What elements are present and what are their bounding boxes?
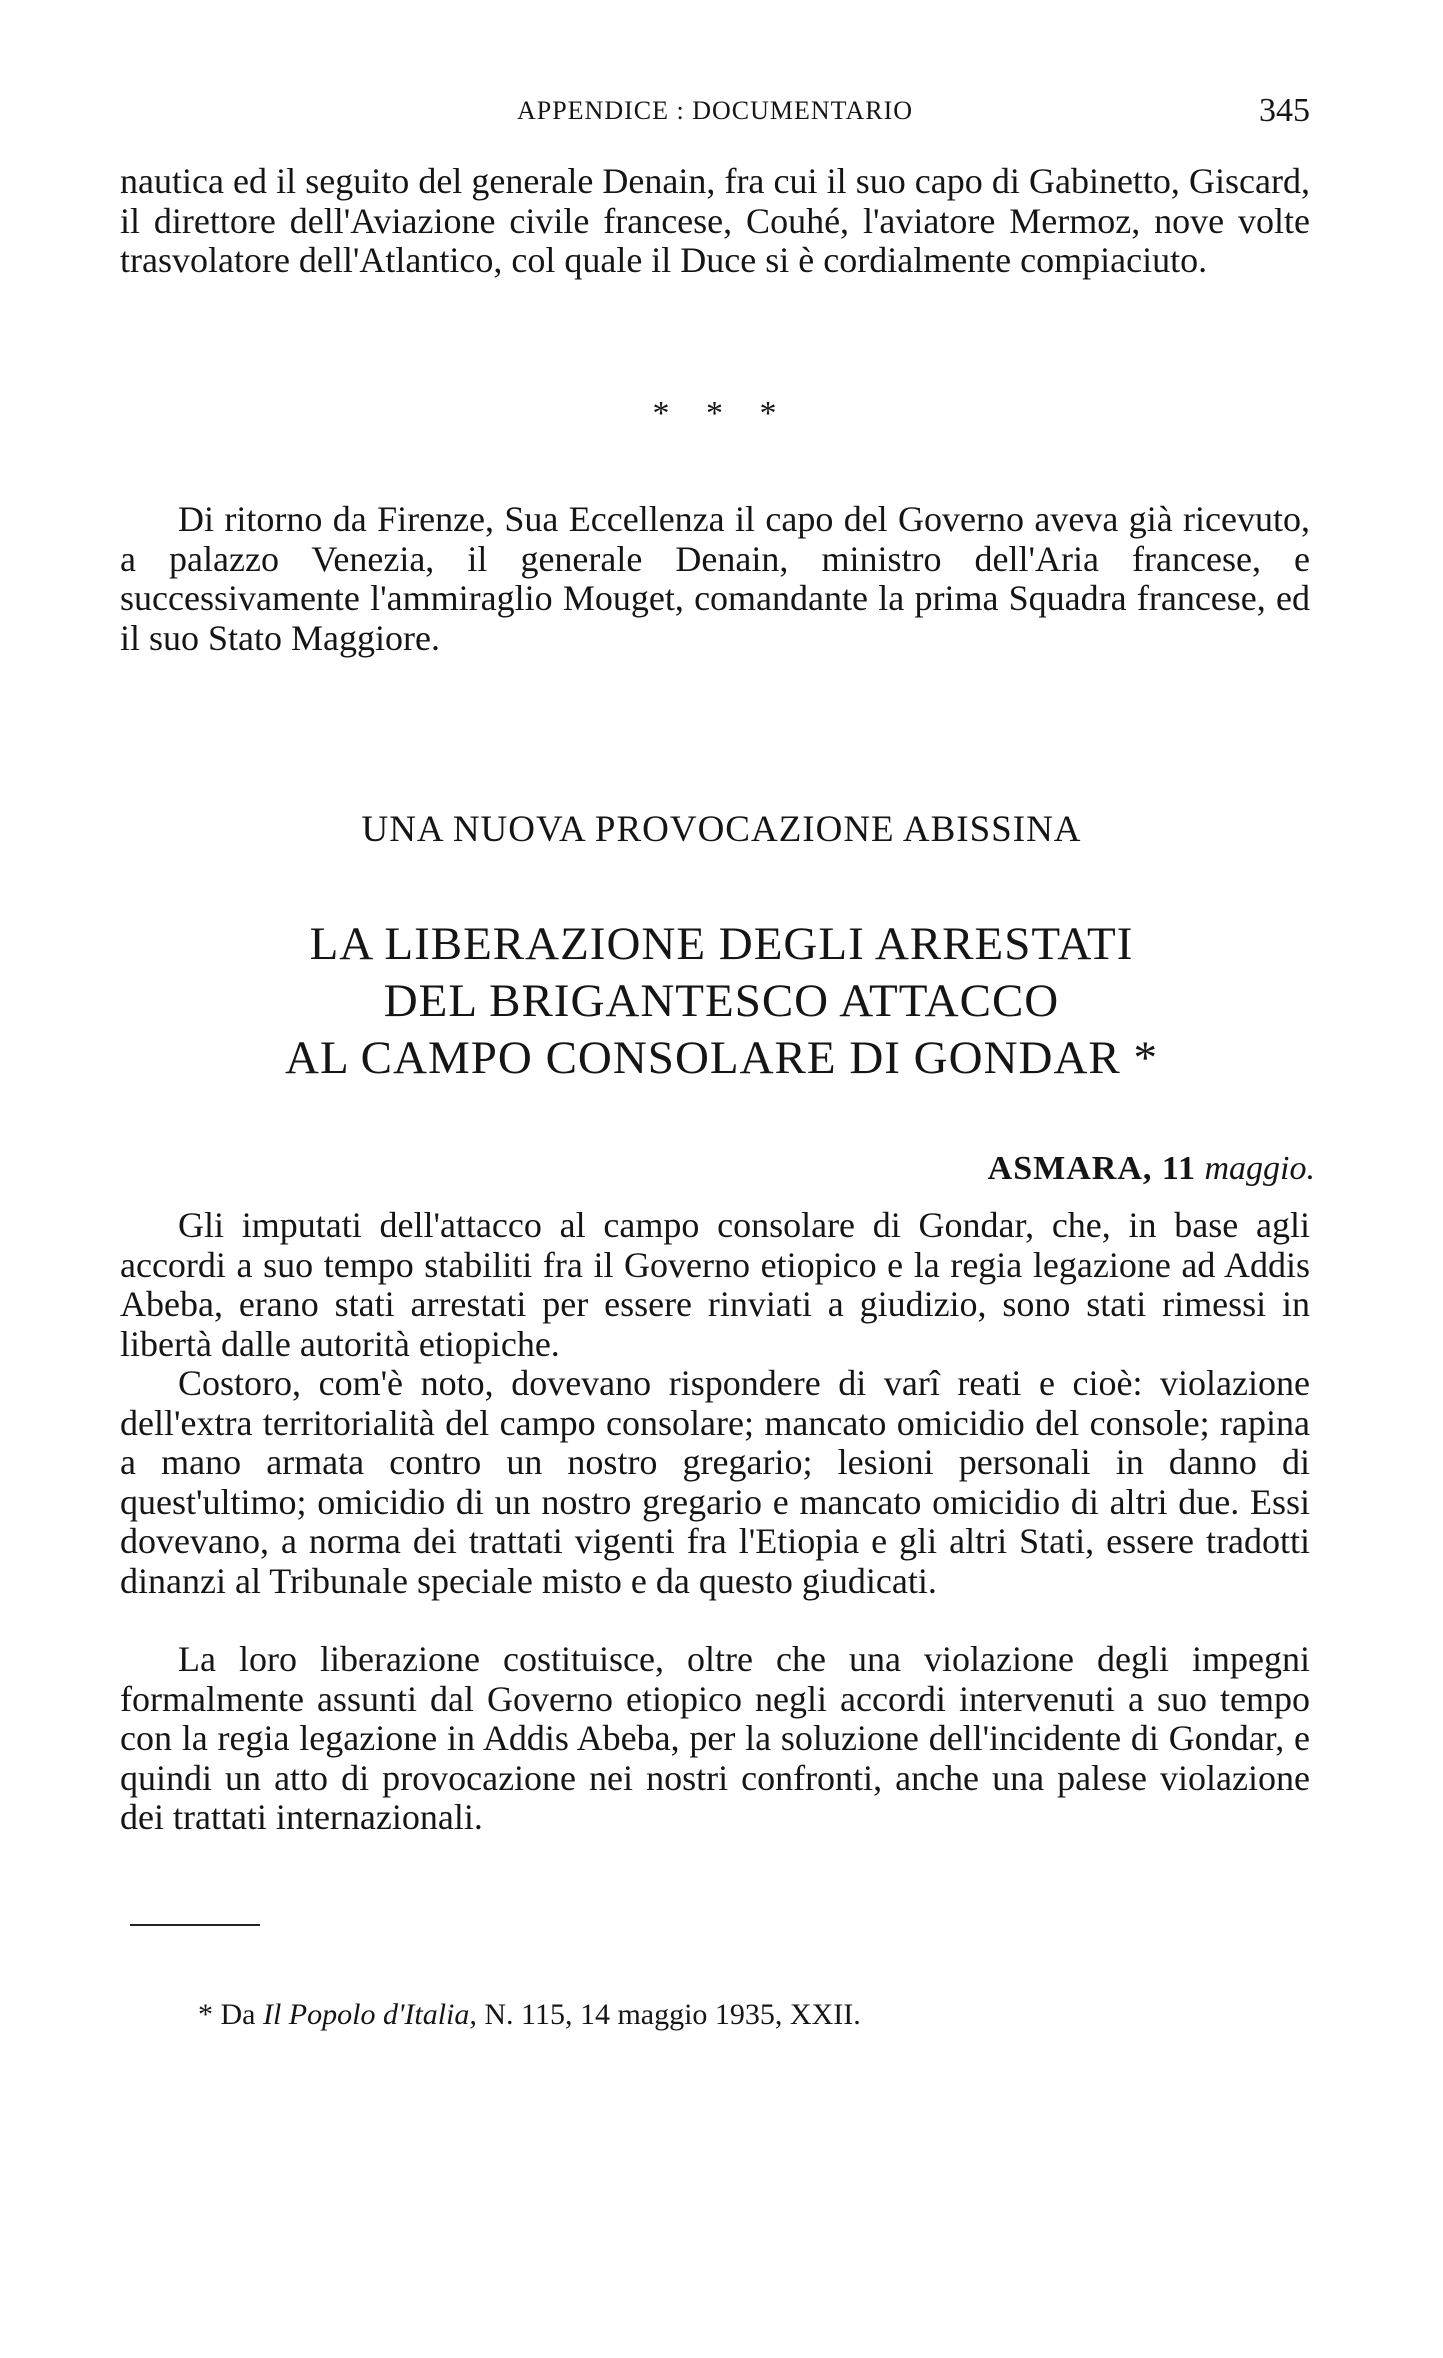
footnote-source: Il Popolo d'Italia, bbox=[262, 1998, 477, 2031]
article-paragraph: La loro liberazione costituisce, oltre che una violazione degli impegni formalmente assunti dal Governo etiopico negli accordi intervenuti a suo tempo con la regia legazione in Addis Abeba, per la soluzione dell'incidente di Gondar, e quindi un atto di provocazione nei nostri confronti, anche una palese violazione dei trattati internazionali. bbox=[120, 1639, 1310, 1837]
running-title: APPENDICE : DOCUMENTARIO bbox=[516, 96, 914, 125]
section-separator: * * * bbox=[652, 395, 791, 432]
headline-line: LA LIBERAZIONE DEGLI ARRESTATI bbox=[309, 918, 1134, 970]
intro-paragraph: nautica ed il seguito del generale Denain, fra cui il suo capo di Gabinetto, Giscard, il direttore dell'Aviazione civile francese, Couhé, l'aviatore Mermoz, nove volte trasvolatore dell'Atlantico, col quale il Duce si è cordialmente compiaciuto. bbox=[120, 161, 1310, 280]
article-paragraph: Gli imputati dell'attacco al campo consolare di Gondar, che, in base agli accordi a suo tempo stabiliti fra il Governo etiopico e la regia legazione ad Addis Abeba, erano stati arrestati per essere rinviati a giudizio, sono stati rimessi in libertà dalle autorità etiopiche. bbox=[120, 1205, 1310, 1364]
running-header bbox=[120, 92, 1310, 132]
dateline-date: maggio. bbox=[1204, 1150, 1315, 1187]
article-kicker: UNA NUOVA PROVOCAZIONE ABISSINA bbox=[361, 809, 1082, 850]
footnote-details: N. 115, 14 maggio 1935, XXII. bbox=[484, 1998, 861, 2031]
visit-paragraph: Di ritorno da Firenze, Sua Eccellenza il capo del Governo aveva già ricevuto, a palazzo Venezia, il generale Denain, ministro dell'Aria francese, e successivamente l'ammiraglio Mouget, comandante la prima Squadra francese, ed il suo Stato Maggiore. bbox=[120, 499, 1310, 658]
article-headline bbox=[0, 916, 1443, 1087]
footnote-rule bbox=[130, 1924, 260, 1926]
dateline-place: ASMARA, 11 bbox=[987, 1150, 1196, 1187]
page-number: 345 bbox=[1259, 92, 1310, 129]
headline-line: DEL BRIGANTESCO ATTACCO bbox=[383, 975, 1060, 1027]
footnote-prefix: * Da bbox=[198, 1998, 256, 2031]
dateline bbox=[988, 1150, 1315, 1188]
article-paragraph: Costoro, com'è noto, dovevano rispondere di varî reati e cioè: violazione dell'extra territorialità del campo consolare; mancato omicidio del console; rapina a mano armata contro un nostro gregario; lesioni personali in danno di quest'ultimo; omicidio di un nostro gregario e mancato omicidio di altri due. Essi dovevano, a norma dei trattati vigenti fra l'Etiopia e gli altri Stati, essere tradotti dinanzi al Tribunale speciale misto e da questo giudicati. bbox=[120, 1363, 1310, 1601]
footnote bbox=[198, 1998, 861, 2032]
headline-line: AL CAMPO CONSOLARE DI GONDAR * bbox=[285, 1032, 1158, 1084]
